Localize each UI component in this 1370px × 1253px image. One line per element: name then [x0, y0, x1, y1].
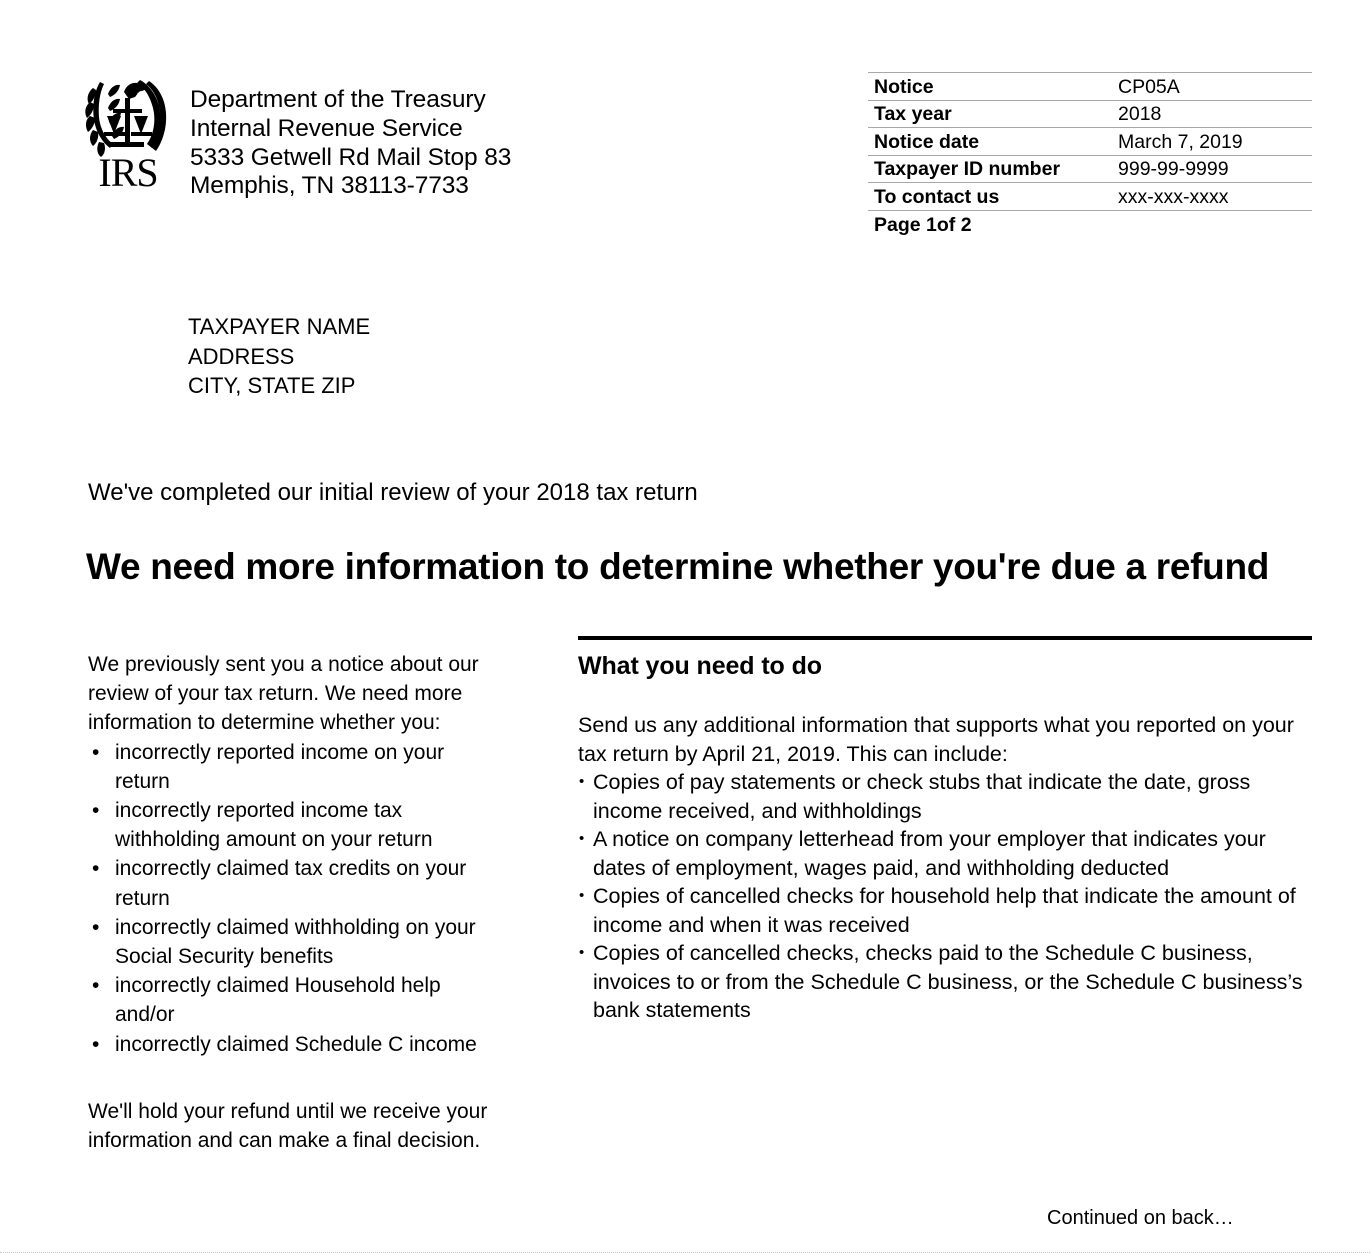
- contact-label: To contact us: [868, 183, 1112, 211]
- right-column: [578, 636, 1312, 1025]
- notice-value: CP05A: [1112, 73, 1312, 101]
- page-title: We need more information to determine whether you're due a refund: [86, 545, 1270, 587]
- taxpayer-id-label: Taxpayer ID number: [868, 155, 1112, 183]
- list-item: • Copies of cancelled checks, checks paid to the Schedule C business, invoices to or from the Schedule C business, or the Schedule C business’s bank statements: [578, 939, 1312, 1025]
- table-row: [868, 73, 1312, 101]
- letterhead: [80, 68, 511, 201]
- table-row: [868, 100, 1312, 128]
- addressee-address: ADDRESS: [188, 343, 295, 369]
- left-column: [88, 650, 488, 1155]
- addressee-city-state-zip: CITY, STATE ZIP: [188, 373, 356, 398]
- section-divider-rule: [578, 636, 1312, 640]
- notice-date-value: March 7, 2019: [1112, 128, 1312, 156]
- required-documents-list: [578, 768, 1312, 1025]
- list-item: • incorrectly claimed Schedule C income: [88, 1030, 488, 1059]
- notice-label: Notice: [868, 73, 1112, 101]
- left-closing-paragraph: We'll hold your refund until we receive your information and can make a final decision.: [88, 1099, 488, 1153]
- list-item: • incorrectly claimed withholding on your Social Security benefits: [88, 913, 488, 971]
- irs-logo: [80, 68, 176, 190]
- continued-on-back-note: Continued on back…: [1047, 1207, 1234, 1229]
- table-row: [868, 210, 1312, 238]
- notice-date-label: Notice date: [868, 128, 1112, 156]
- agency-line-irs: Internal Revenue Service: [190, 114, 463, 142]
- table-row: [868, 183, 1312, 211]
- addressee-name: TAXPAYER NAME: [188, 314, 371, 339]
- notice-subject-line: We've completed our initial review of your 2018 tax return: [88, 479, 698, 506]
- agency-line-city: Memphis, TN 38113-7733: [190, 172, 469, 200]
- svg-text:IRS: IRS: [98, 150, 158, 190]
- tax-year-label: Tax year: [868, 100, 1112, 128]
- agency-line-street: 5333 Getwell Rd Mail Stop 83: [190, 143, 512, 171]
- contact-value: xxx-xxx-xxxx: [1112, 183, 1312, 211]
- list-item: • Copies of pay statements or check stubs that indicate the date, gross income received, and withholdings: [578, 768, 1312, 825]
- list-item: • incorrectly claimed Household help and/or: [88, 971, 488, 1029]
- notice-info-table: [868, 72, 1312, 238]
- list-item: • A notice on company letterhead from your employer that indicates your dates of employment, wages paid, and withholding deducted: [578, 825, 1312, 882]
- list-item: • Copies of cancelled checks for household help that indicate the amount of income and when it was received: [578, 882, 1312, 939]
- agency-line-treasury: Department of the Treasury: [190, 86, 486, 113]
- tax-year-value: 2018: [1112, 100, 1312, 128]
- list-item: • incorrectly claimed tax credits on your return: [88, 854, 488, 912]
- agency-address-block: [190, 68, 511, 201]
- left-intro-paragraph: We previously sent you a notice about our review of your tax return. We need more information to determine whether you:: [88, 653, 479, 735]
- right-intro-paragraph: Send us any additional information that supports what you reported on your tax return by April 21, 2019. This can include:: [578, 713, 1294, 766]
- reasons-list: [88, 738, 488, 1059]
- page-number-label: Page 1of 2: [874, 214, 972, 237]
- column-spacer: [88, 1059, 488, 1097]
- addressee-block: [188, 312, 370, 401]
- right-body: [578, 711, 1312, 1025]
- table-row: [868, 128, 1312, 156]
- list-item: • incorrectly reported income on your return: [88, 738, 488, 796]
- list-item: • incorrectly reported income tax withholding amount on your return: [88, 796, 488, 854]
- taxpayer-id-value: 999-99-9999: [1112, 155, 1312, 183]
- table-row: [868, 155, 1312, 183]
- section-heading-what-you-need-to-do: What you need to do: [578, 652, 822, 680]
